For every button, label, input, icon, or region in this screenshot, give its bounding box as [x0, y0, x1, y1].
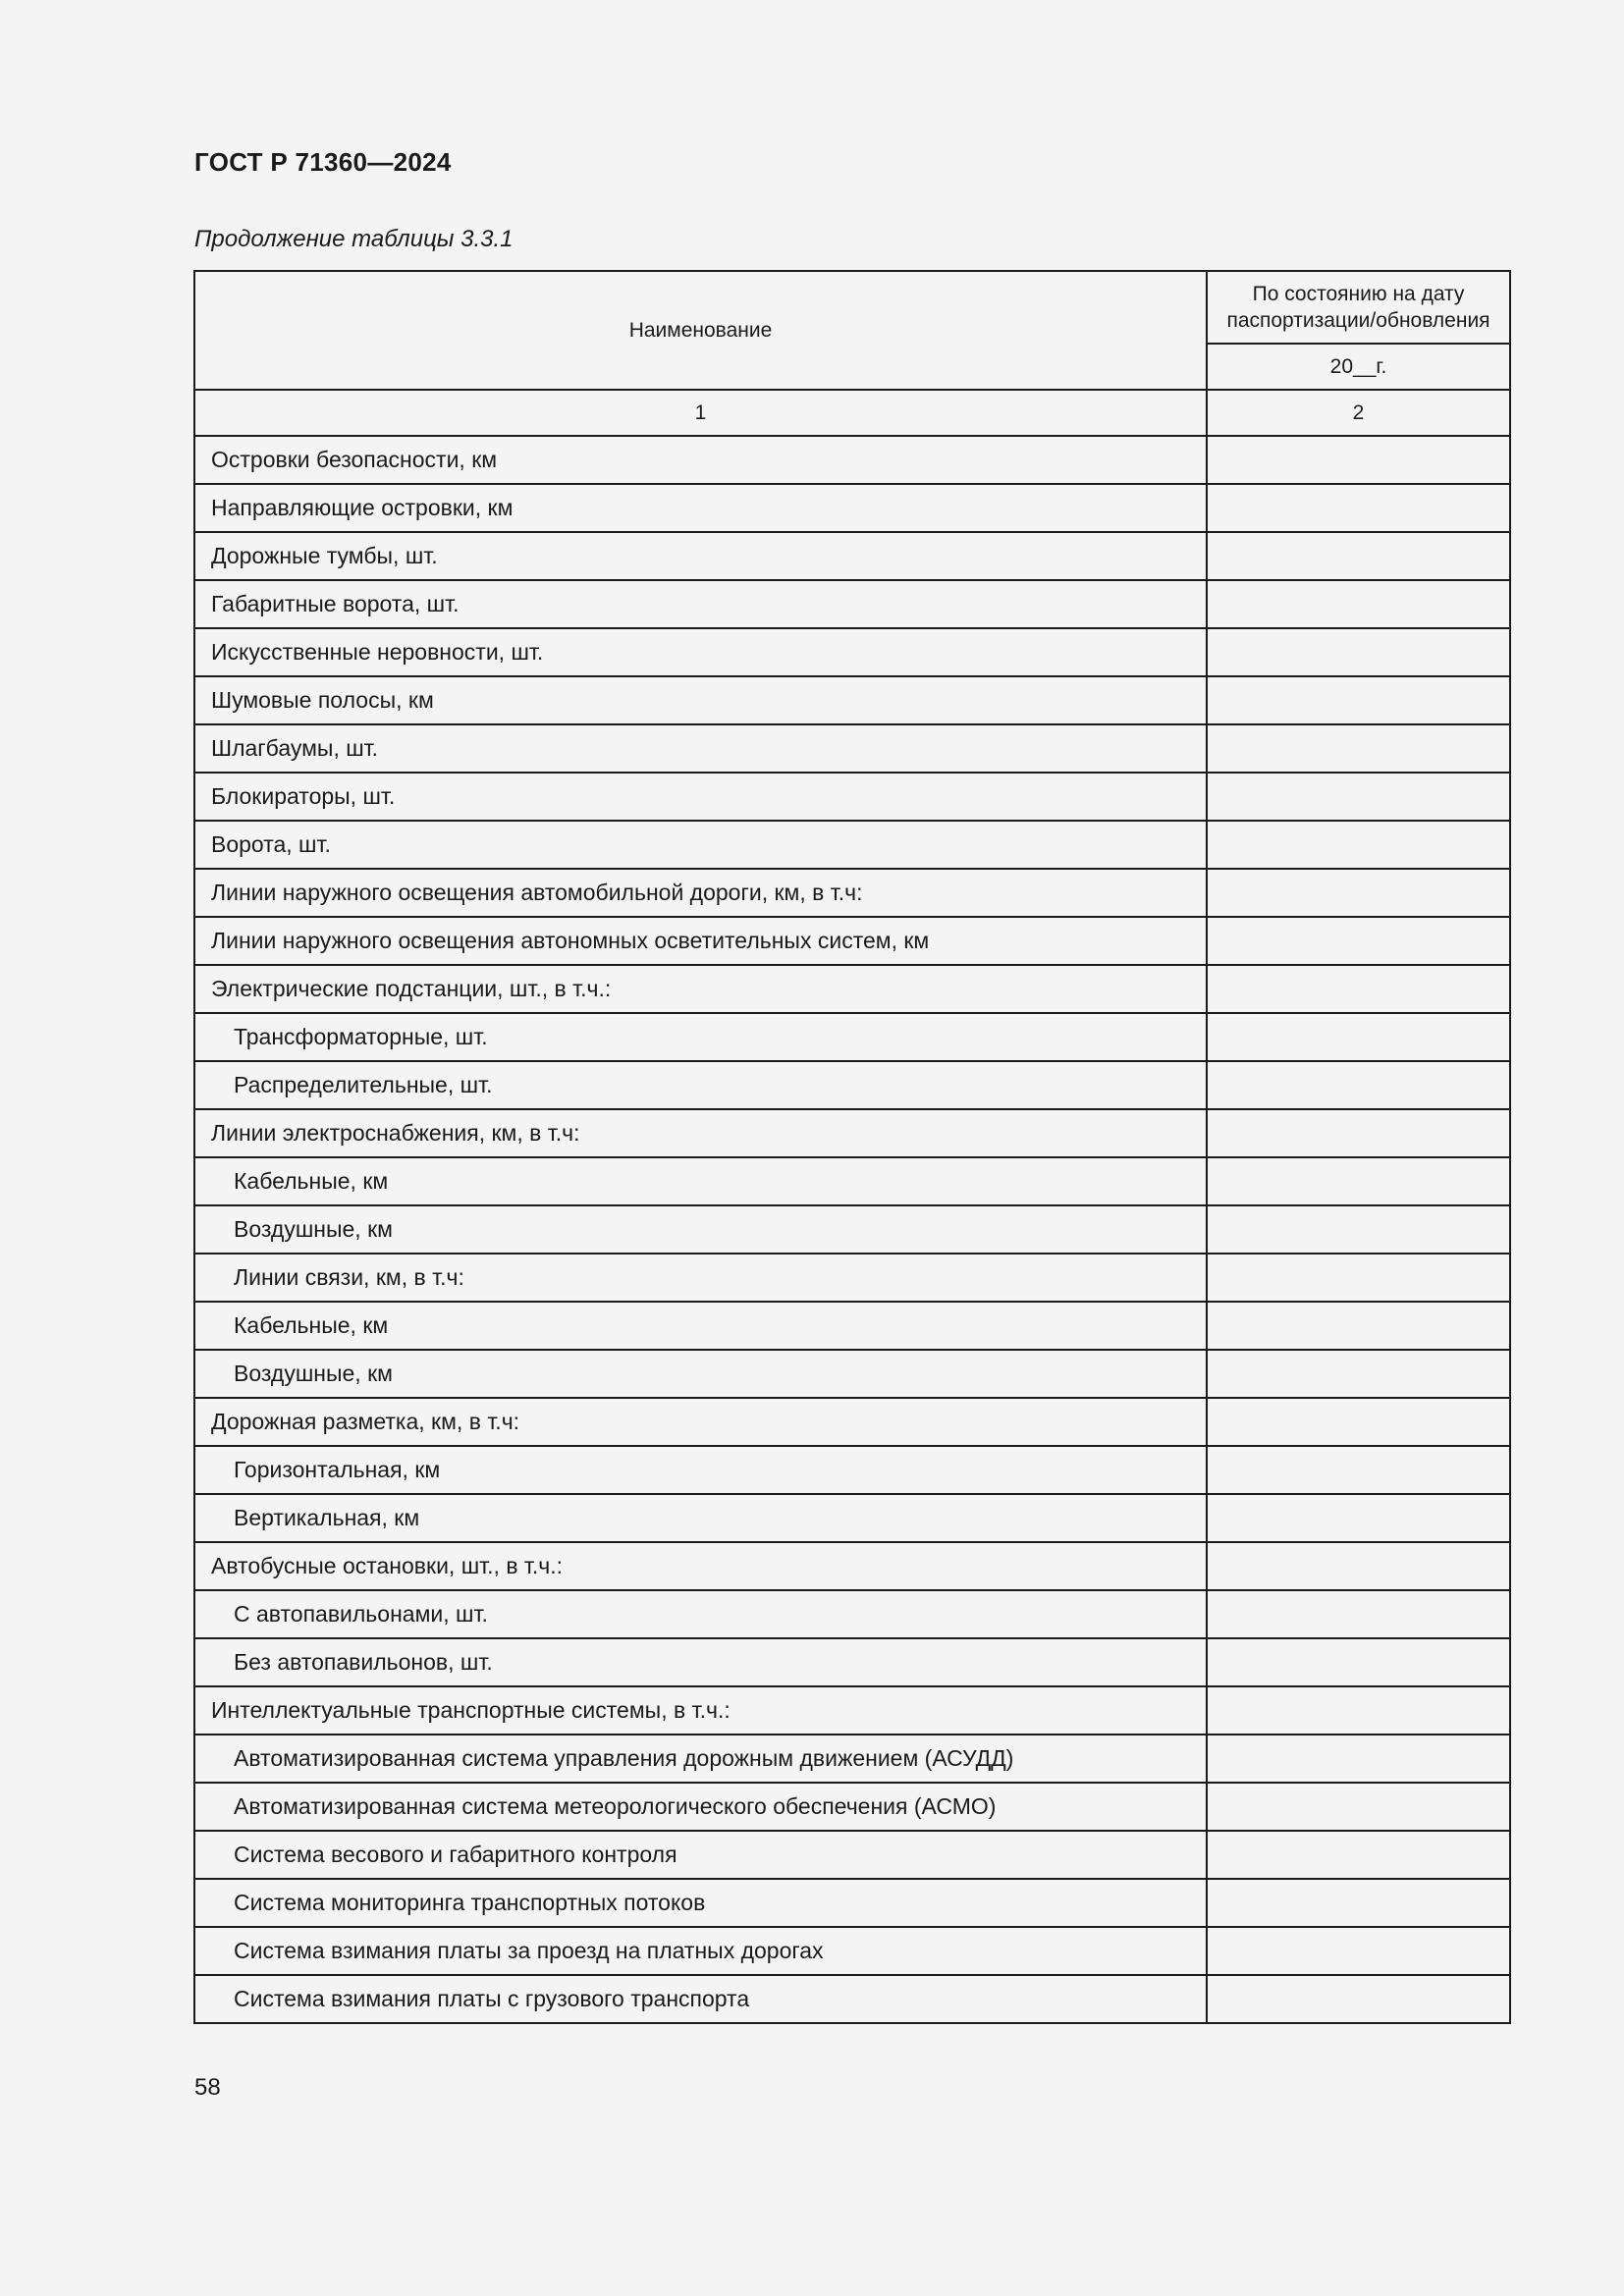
row-value-cell[interactable] [1207, 1254, 1510, 1302]
row-value-cell[interactable] [1207, 1398, 1510, 1446]
row-name-cell: Линии связи, км, в т.ч: [194, 1254, 1207, 1302]
row-name-cell: Электрические подстанции, шт., в т.ч.: [194, 965, 1207, 1013]
passport-table [193, 270, 1511, 2024]
row-name-cell: Кабельные, км [194, 1157, 1207, 1205]
row-name-cell: Распределительные, шт. [194, 1061, 1207, 1109]
table-row [194, 1302, 1510, 1350]
row-name-cell: Островки безопасности, км [194, 436, 1207, 484]
row-value-cell[interactable] [1207, 484, 1510, 532]
table-row [194, 869, 1510, 917]
row-name-cell: Дорожные тумбы, шт. [194, 532, 1207, 580]
row-name-cell: Трансформаторные, шт. [194, 1013, 1207, 1061]
row-name-cell: Габаритные ворота, шт. [194, 580, 1207, 628]
row-name-cell: Дорожная разметка, км, в т.ч: [194, 1398, 1207, 1446]
row-name-cell: Линии наружного освещения автомобильной дороги, км, в т.ч: [194, 869, 1207, 917]
row-value-cell[interactable] [1207, 1879, 1510, 1927]
table-row [194, 917, 1510, 965]
table-row [194, 1590, 1510, 1638]
document-code: ГОСТ Р 71360—2024 [194, 147, 452, 177]
row-name-cell: Автоматизированная система метеорологического обеспечения (АСМО) [194, 1783, 1207, 1831]
table-row [194, 1735, 1510, 1783]
table-row [194, 1350, 1510, 1398]
table-row [194, 1542, 1510, 1590]
table-caption: Продолжение таблицы 3.3.1 [194, 226, 514, 252]
row-name-cell: Линии наружного освещения автономных осветительных систем, км [194, 917, 1207, 965]
table-header-row [194, 271, 1510, 344]
table-row [194, 436, 1510, 484]
column-number-1: 1 [194, 390, 1207, 436]
row-name-cell: Система весового и габаритного контроля [194, 1831, 1207, 1879]
row-value-cell[interactable] [1207, 1975, 1510, 2023]
row-value-cell[interactable] [1207, 1494, 1510, 1542]
row-name-cell: Воздушные, км [194, 1350, 1207, 1398]
row-value-cell[interactable] [1207, 1350, 1510, 1398]
row-value-cell[interactable] [1207, 1061, 1510, 1109]
row-value-cell[interactable] [1207, 1831, 1510, 1879]
row-name-cell: С автопавильонами, шт. [194, 1590, 1207, 1638]
table-row [194, 1061, 1510, 1109]
row-name-cell: Автобусные остановки, шт., в т.ч.: [194, 1542, 1207, 1590]
table-row [194, 1494, 1510, 1542]
table-row [194, 532, 1510, 580]
row-value-cell[interactable] [1207, 1109, 1510, 1157]
table-row [194, 1398, 1510, 1446]
row-value-cell[interactable] [1207, 1542, 1510, 1590]
row-value-cell[interactable] [1207, 1302, 1510, 1350]
table-row [194, 1975, 1510, 2023]
row-value-cell[interactable] [1207, 1590, 1510, 1638]
table-row [194, 821, 1510, 869]
table-row [194, 1109, 1510, 1157]
row-value-cell[interactable] [1207, 1735, 1510, 1783]
row-value-cell[interactable] [1207, 676, 1510, 724]
column-number-2: 2 [1207, 390, 1510, 436]
row-name-cell: Искусственные неровности, шт. [194, 628, 1207, 676]
column-header-name: Наименование [194, 271, 1207, 390]
row-value-cell[interactable] [1207, 1205, 1510, 1254]
row-value-cell[interactable] [1207, 773, 1510, 821]
row-value-cell[interactable] [1207, 1927, 1510, 1975]
table-row [194, 1205, 1510, 1254]
row-value-cell[interactable] [1207, 1686, 1510, 1735]
row-value-cell[interactable] [1207, 580, 1510, 628]
table-row [194, 1686, 1510, 1735]
table-row [194, 1157, 1510, 1205]
column-number-row [194, 390, 1510, 436]
row-value-cell[interactable] [1207, 917, 1510, 965]
table-row [194, 676, 1510, 724]
row-name-cell: Воздушные, км [194, 1205, 1207, 1254]
table-row [194, 1783, 1510, 1831]
row-name-cell: Без автопавильонов, шт. [194, 1638, 1207, 1686]
column-header-year: 20__г. [1207, 344, 1510, 390]
row-name-cell: Направляющие островки, км [194, 484, 1207, 532]
row-name-cell: Блокираторы, шт. [194, 773, 1207, 821]
table-row [194, 1927, 1510, 1975]
row-value-cell[interactable] [1207, 1013, 1510, 1061]
row-name-cell: Шумовые полосы, км [194, 676, 1207, 724]
table-row [194, 1446, 1510, 1494]
table-row [194, 1879, 1510, 1927]
table-row [194, 628, 1510, 676]
row-name-cell: Кабельные, км [194, 1302, 1207, 1350]
row-name-cell: Интеллектуальные транспортные системы, в т.ч.: [194, 1686, 1207, 1735]
table-row [194, 484, 1510, 532]
row-value-cell[interactable] [1207, 1446, 1510, 1494]
table-row [194, 965, 1510, 1013]
row-name-cell: Система взимания платы с грузового транспорта [194, 1975, 1207, 2023]
page-number: 58 [194, 2074, 221, 2101]
row-name-cell: Вертикальная, км [194, 1494, 1207, 1542]
table-row [194, 1254, 1510, 1302]
row-value-cell[interactable] [1207, 1157, 1510, 1205]
table-row [194, 1013, 1510, 1061]
row-value-cell[interactable] [1207, 436, 1510, 484]
table-row [194, 773, 1510, 821]
row-value-cell[interactable] [1207, 1638, 1510, 1686]
row-value-cell[interactable] [1207, 532, 1510, 580]
table-row [194, 1831, 1510, 1879]
row-name-cell: Шлагбаумы, шт. [194, 724, 1207, 773]
row-name-cell: Автоматизированная система управления дорожным движением (АСУДД) [194, 1735, 1207, 1783]
row-value-cell[interactable] [1207, 1783, 1510, 1831]
row-name-cell: Система мониторинга транспортных потоков [194, 1879, 1207, 1927]
table-row [194, 724, 1510, 773]
row-name-cell: Горизонтальная, км [194, 1446, 1207, 1494]
row-value-cell[interactable] [1207, 869, 1510, 917]
row-name-cell: Система взимания платы за проезд на платных дорогах [194, 1927, 1207, 1975]
row-value-cell[interactable] [1207, 965, 1510, 1013]
row-value-cell[interactable] [1207, 628, 1510, 676]
row-value-cell[interactable] [1207, 821, 1510, 869]
column-header-value: По состоянию на дату паспортизации/обновления [1207, 271, 1510, 344]
table-row [194, 1638, 1510, 1686]
table-row [194, 580, 1510, 628]
row-name-cell: Ворота, шт. [194, 821, 1207, 869]
row-value-cell[interactable] [1207, 724, 1510, 773]
row-name-cell: Линии электроснабжения, км, в т.ч: [194, 1109, 1207, 1157]
